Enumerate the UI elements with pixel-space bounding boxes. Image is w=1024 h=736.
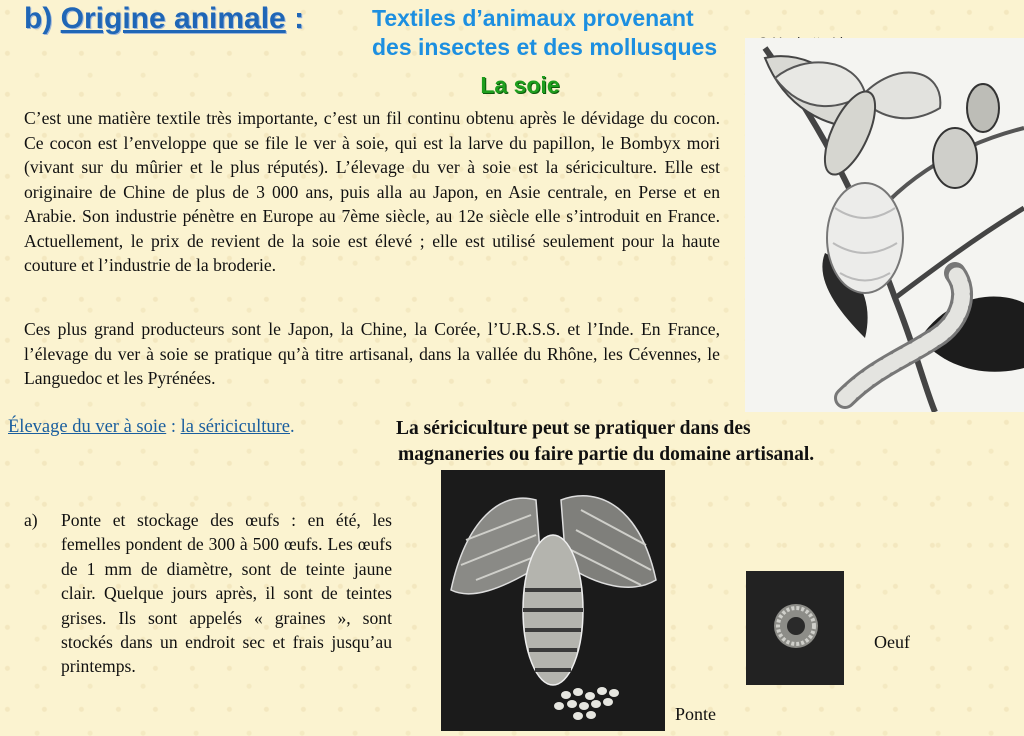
silk-title: La soie [480, 72, 560, 98]
step-a-marker: a) [24, 510, 38, 530]
section-prefix: b) [24, 2, 53, 35]
breeding-dot: . [290, 417, 295, 437]
step-a-body: en été, les femelles pondent de 300 à 500 œufs. Les œufs de 1 mm de diamètre, sont de teinte jaune clair. Quelque jours après, il sont de teintes grises. Ils sont appelés « graines », sont stockés dans un endroit sec et frais jusqu’au printemps. [61, 510, 392, 677]
breeding-description-line-1: La sériciculture peut se pratiquer dans des [396, 418, 751, 439]
step-a-item [24, 508, 392, 679]
section-heading [24, 2, 304, 36]
breeding-link[interactable]: Élevage du ver à soie [8, 417, 167, 437]
ponte-figure [441, 470, 665, 731]
oeuf-figure [746, 571, 844, 685]
moth-on-mulberry-branch-icon [745, 38, 1024, 412]
sericulture-link[interactable]: la sériciculture [180, 417, 291, 437]
breeding-description-line-2: magnaneries ou faire partie du domaine artisanal. [398, 443, 815, 465]
breeding-heading [8, 417, 295, 438]
page-subtitle: Textiles d’animaux provenant des insectes et des mollusques [372, 5, 718, 60]
section-colon: : [294, 2, 305, 35]
breeding-separator: : [166, 417, 181, 437]
section-title-link[interactable]: Origine animale [60, 2, 286, 35]
step-a-title: Ponte et stockage des œufs : [61, 510, 297, 530]
breeding-description [396, 416, 996, 467]
oeuf-caption: Oeuf [874, 632, 910, 652]
moth-laying-eggs-icon [441, 470, 665, 731]
silk-producers-paragraph: Ces plus grand producteurs sont le Japon, la Chine, la Corée, l’U.R.S.S. et l’Inde. En France, l’élevage du ver à soie se pratique qu’à titre artisanal, dans la vallée du Rhône, les Cévennes, le Languedoc et les Pyrénées. [24, 319, 720, 388]
silk-description-paragraph: C’est une matière textile très importante, c’est un fil continu obtenu après le dévidage du cocon. Ce cocon est l’enveloppe que se file le ver à soie, qui est la larve du papillon, le Bombyx mori (vivant sur du mûrier et le plus réputés). L’élevage du ver à soie est la sériciculture. Elle est originaire de Chine de plus de 3 000 ans, puis alla au Japon, en Asie centrale, en Perse et en Arabie. Son industrie pénètre en Europe au 7ème siècle, au 12e siècle elle s’introduit en France. Actuellement, le prix de revient de la soie est élevé ; elle est utilisé seulement pour la haute couture et l’industrie de la broderie. [24, 108, 720, 275]
silkworm-egg-icon [746, 571, 844, 685]
moth-on-mulberry-figure [745, 38, 1024, 412]
ponte-caption: Ponte [675, 704, 717, 724]
